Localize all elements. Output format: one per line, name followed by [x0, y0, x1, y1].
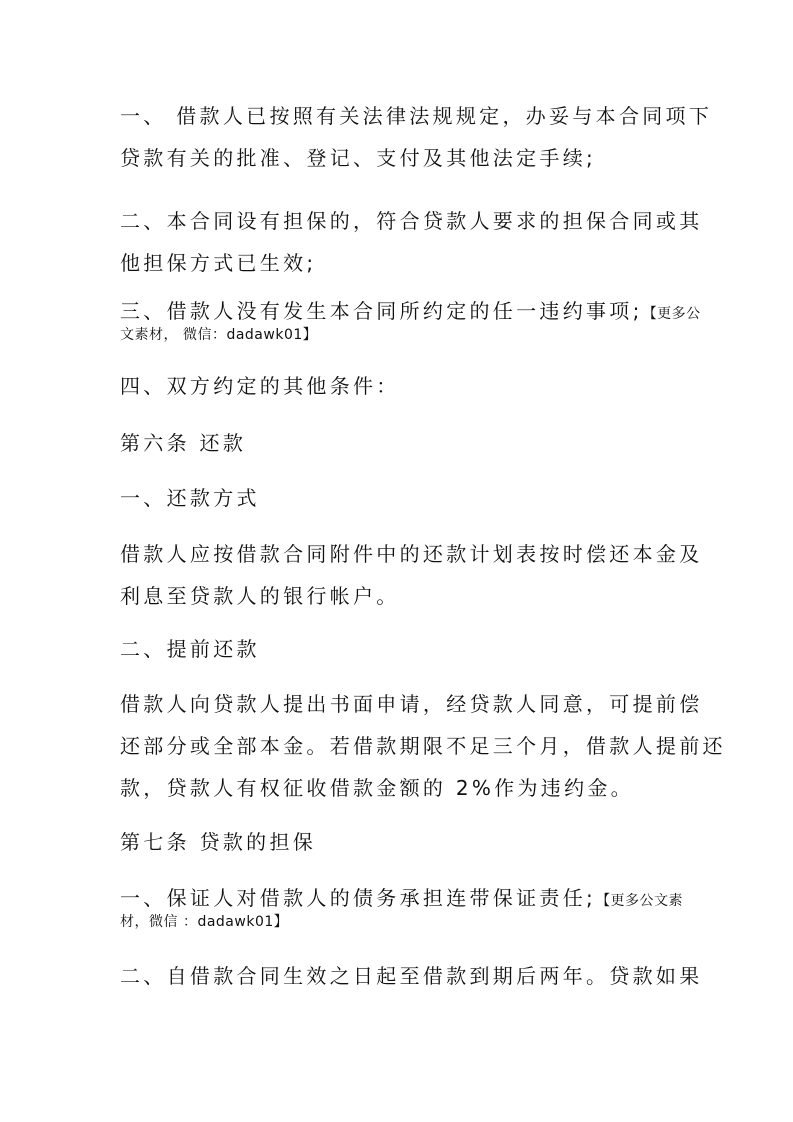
text-line: 一、 借款人已按照有关法律法规规定，办妥与本合同项下	[120, 104, 713, 128]
text-line: 二、自借款合同生效之日起至借款到期后两年。贷款如果	[120, 964, 703, 988]
paragraph-conditions-2	[120, 200, 703, 284]
text-line: 四、双方约定的其他条件：	[120, 374, 400, 398]
paragraph-conditions-1	[120, 95, 713, 179]
text-main: 一、保证人对借款人的债务承担连带保证责任;	[120, 886, 597, 910]
watermark-note-line: 文素材， 微信：dadawk01】	[120, 327, 318, 343]
text-line: 还部分或全部本金。若借款期限不足三个月，借款人提前还	[120, 734, 726, 758]
text-line: 款，贷款人有权征收借款金额的 2%作为违约金。	[120, 776, 634, 800]
subheading-text: 一、还款方式	[120, 486, 260, 510]
text-line: 借款人应按借款合同附件中的还款计划表按时偿还本金及	[120, 542, 703, 566]
article-6-sub2-heading	[120, 628, 676, 670]
text-line: 利息至贷款人的银行帐户。	[120, 584, 400, 608]
text-line: 借款人向贷款人提出书面申请，经贷款人同意，可提前偿	[120, 692, 703, 716]
watermark-note: 【更多公文素	[596, 893, 684, 909]
text-main: 三、借款人没有发生本合同所约定的任一违约事项;	[120, 299, 643, 323]
text-line: 贷款有关的批准、登记、支付及其他法定手续;	[120, 146, 597, 170]
heading-text: 第六条 还款	[120, 431, 247, 455]
paragraph-conditions-3	[120, 290, 701, 348]
article-7-sub2	[120, 955, 703, 997]
watermark-note-line: 材，微信 ：dadawk01】	[120, 914, 289, 930]
watermark-note: 【更多公	[642, 306, 701, 322]
heading-text: 第七条 贷款的担保	[120, 830, 317, 854]
article-7-sub1	[120, 877, 684, 935]
article-6-heading	[120, 422, 676, 464]
article-6-sub1-heading	[120, 477, 676, 519]
paragraph-conditions-4	[120, 365, 676, 407]
text-line: 他担保方式已生效;	[120, 251, 317, 275]
subheading-text: 二、提前还款	[120, 637, 260, 661]
article-6-sub2-text	[120, 683, 726, 809]
article-7-heading	[120, 821, 676, 863]
article-6-sub1-text	[120, 533, 703, 617]
text-line: 二、本合同设有担保的，符合贷款人要求的担保合同或其	[120, 209, 703, 233]
